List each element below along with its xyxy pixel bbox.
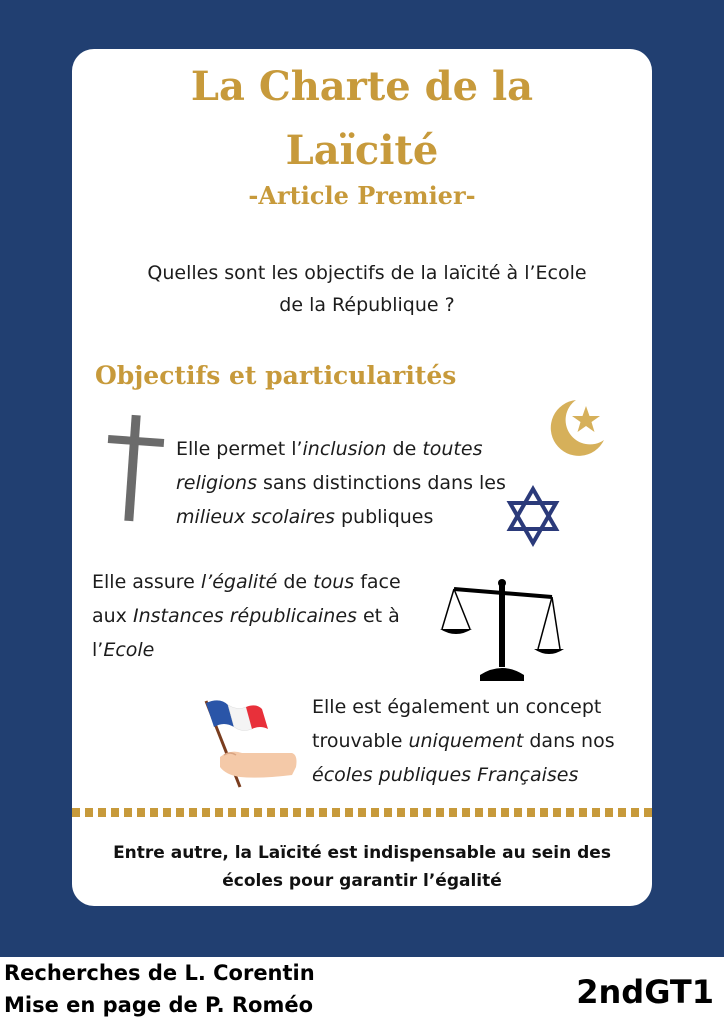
dotted-divider <box>72 808 652 817</box>
conclusion-line-2: écoles pour garantir l’égalité <box>222 871 502 891</box>
p1-e: religions <box>176 472 257 494</box>
cross-icon <box>106 413 166 523</box>
p2-e: face <box>354 571 401 593</box>
section-title: Objectifs et particularités <box>95 361 457 390</box>
crescent-star-icon <box>546 394 610 460</box>
p2-d: tous <box>313 571 355 593</box>
p2-h: et à <box>356 605 400 627</box>
p1-b: inclusion <box>302 438 387 460</box>
credit-layout: Mise en page de P. Roméo <box>4 993 314 1017</box>
p2-i: l’ <box>92 639 104 661</box>
paragraph-concept <box>312 690 642 792</box>
p3-e: écoles publiques Françaises <box>312 764 579 786</box>
p1-g: milieux scolaires <box>176 506 335 528</box>
p1-c: de <box>386 438 423 460</box>
p2-g: Instances républicaines <box>132 605 357 627</box>
title-line-1: La Charte de la <box>190 63 534 110</box>
question-line-1: Quelles sont les objectifs de la laïcité à l’Ecole <box>147 262 587 284</box>
p1-a: Elle permet l’ <box>176 438 303 460</box>
poster-card <box>72 49 652 906</box>
credits <box>4 957 315 1021</box>
paragraph-egalite <box>92 565 442 667</box>
p3-c: uniquement <box>408 730 524 752</box>
p1-d: toutes <box>422 438 483 460</box>
p3-a: Elle est également un concept <box>312 696 602 718</box>
p2-b: l’égalité <box>200 571 278 593</box>
french-flag-icon <box>200 697 300 792</box>
subtitle: -Article Premier- <box>248 181 476 210</box>
conclusion <box>82 839 642 895</box>
p2-a: Elle assure <box>92 571 201 593</box>
title-line-2: Laïcité <box>285 127 439 174</box>
question <box>112 257 622 321</box>
p2-c: de <box>277 571 314 593</box>
scales-icon <box>440 577 564 687</box>
paragraph-inclusion <box>176 432 536 534</box>
question-line-2: de la République ? <box>279 294 455 316</box>
p3-d: dans nos <box>523 730 615 752</box>
p2-j: Ecole <box>103 639 155 661</box>
credit-research: Recherches de L. Corentin <box>4 961 315 985</box>
conclusion-line-1: Entre autre, la Laïcité est indispensable au sein des <box>113 843 611 863</box>
p2-f: aux <box>92 605 133 627</box>
class-label: 2ndGT1 <box>576 973 714 1011</box>
p1-h: publiques <box>334 506 434 528</box>
p1-f: sans distinctions dans les <box>256 472 506 494</box>
p3-b: trouvable <box>312 730 409 752</box>
